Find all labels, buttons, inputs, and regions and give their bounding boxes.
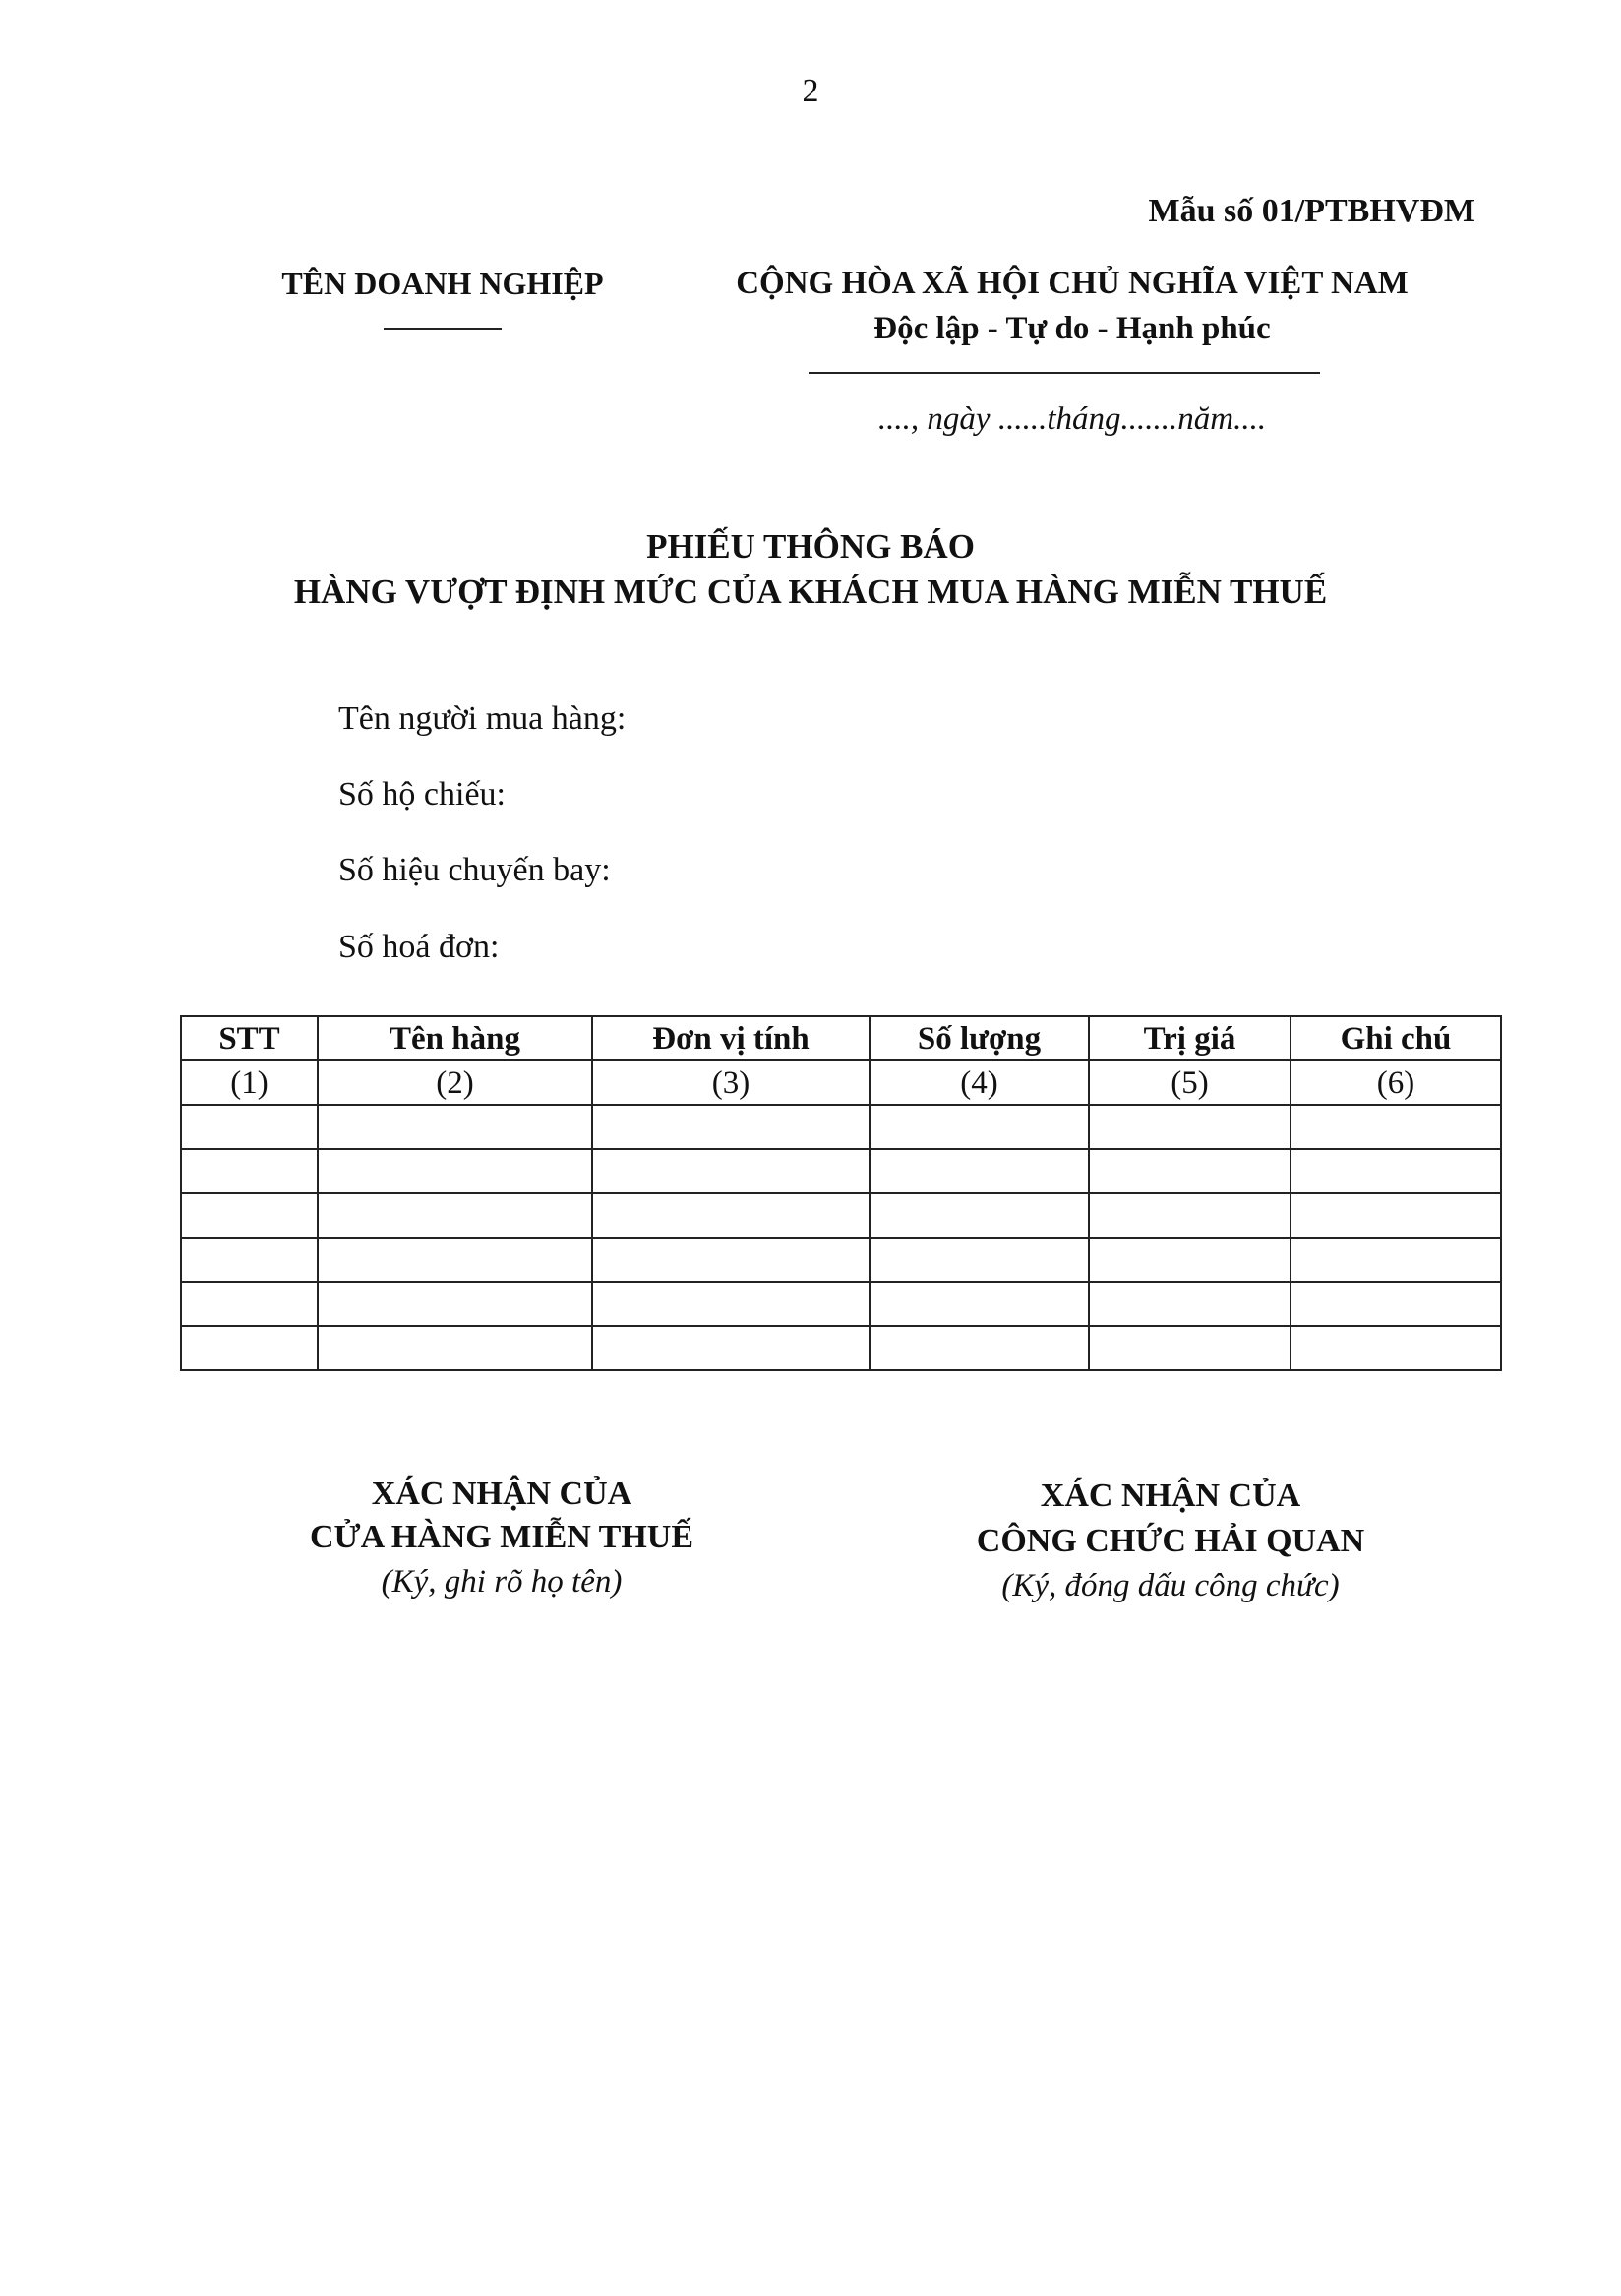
table-row xyxy=(181,1105,1501,1149)
column-header-stt: STT xyxy=(181,1016,318,1060)
column-header-quantity: Số lượng xyxy=(870,1016,1089,1060)
table-row xyxy=(181,1282,1501,1326)
table-row xyxy=(181,1149,1501,1193)
table-cell xyxy=(1089,1282,1291,1326)
table-cell xyxy=(318,1282,592,1326)
table-cell xyxy=(1291,1193,1501,1238)
table-cell xyxy=(592,1238,870,1282)
table-cell xyxy=(181,1105,318,1149)
column-header-notes: Ghi chú xyxy=(1291,1016,1501,1060)
table-cell xyxy=(1291,1149,1501,1193)
table-header-row xyxy=(181,1016,1501,1060)
field-passport-number: Số hộ chiếu: xyxy=(338,776,506,813)
company-name: TÊN DOANH NGHIỆP xyxy=(281,266,604,301)
table-cell xyxy=(181,1282,318,1326)
table-cell xyxy=(1291,1326,1501,1370)
table-cell xyxy=(592,1282,870,1326)
field-flight-number: Số hiệu chuyến bay: xyxy=(338,852,611,888)
page-number: 2 xyxy=(802,73,819,109)
table-cell xyxy=(1291,1282,1501,1326)
column-number: (2) xyxy=(318,1060,592,1105)
table-cell xyxy=(870,1282,1089,1326)
table-cell xyxy=(181,1193,318,1238)
field-invoice-number: Số hoá đơn: xyxy=(338,929,500,965)
table-row xyxy=(181,1326,1501,1370)
table-cell xyxy=(318,1326,592,1370)
column-number: (3) xyxy=(592,1060,870,1105)
table-cell xyxy=(1089,1238,1291,1282)
table-cell xyxy=(181,1149,318,1193)
table-cell xyxy=(870,1193,1089,1238)
column-number: (5) xyxy=(1089,1060,1291,1105)
date-line: ...., ngày ......tháng.......năm.... xyxy=(877,401,1267,437)
column-header-item-name: Tên hàng xyxy=(318,1016,592,1060)
column-number: (4) xyxy=(870,1060,1089,1105)
goods-table xyxy=(180,1015,1502,1371)
table-cell xyxy=(318,1149,592,1193)
column-number: (1) xyxy=(181,1060,318,1105)
table-cell xyxy=(592,1326,870,1370)
store-confirmation-subheading: CỬA HÀNG MIỄN THUẾ xyxy=(309,1519,694,1555)
table-column-number-row xyxy=(181,1060,1501,1105)
table-row xyxy=(181,1238,1501,1282)
customs-confirmation-subheading: CÔNG CHỨC HẢI QUAN xyxy=(976,1523,1365,1559)
national-motto: Độc lập - Tự do - Hạnh phúc xyxy=(873,311,1271,346)
table-cell xyxy=(870,1105,1089,1149)
table-cell xyxy=(592,1105,870,1149)
table-cell xyxy=(318,1238,592,1282)
table-cell xyxy=(870,1149,1089,1193)
motto-underline xyxy=(809,372,1320,374)
document-title: PHIẾU THÔNG BÁO xyxy=(646,527,975,566)
company-underline xyxy=(384,328,502,330)
column-number: (6) xyxy=(1291,1060,1501,1105)
form-code: Mẫu số 01/PTBHVĐM xyxy=(1148,193,1475,229)
table-cell xyxy=(181,1326,318,1370)
table-cell xyxy=(870,1326,1089,1370)
field-buyer-name: Tên người mua hàng: xyxy=(338,700,627,737)
table-cell xyxy=(318,1105,592,1149)
customs-confirmation-heading: XÁC NHẬN CỦA xyxy=(1040,1478,1301,1514)
table-cell xyxy=(1291,1238,1501,1282)
table-cell xyxy=(1089,1326,1291,1370)
column-header-value: Trị giá xyxy=(1089,1016,1291,1060)
table-cell xyxy=(1089,1149,1291,1193)
column-header-unit: Đơn vị tính xyxy=(592,1016,870,1060)
table-cell xyxy=(181,1238,318,1282)
table-cell xyxy=(870,1238,1089,1282)
table-cell xyxy=(1089,1193,1291,1238)
table-cell xyxy=(1291,1105,1501,1149)
table-cell xyxy=(592,1149,870,1193)
table-cell xyxy=(318,1193,592,1238)
table-cell xyxy=(592,1193,870,1238)
table-row xyxy=(181,1193,1501,1238)
store-confirmation-heading: XÁC NHẬN CỦA xyxy=(371,1476,632,1512)
customs-signature-note: (Ký, đóng dấu công chức) xyxy=(1001,1568,1340,1603)
document-subtitle: HÀNG VƯỢT ĐỊNH MỨC CỦA KHÁCH MUA HÀNG MIỄN THUẾ xyxy=(293,573,1328,611)
store-signature-note: (Ký, ghi rõ họ tên) xyxy=(381,1564,623,1600)
nation-heading: CỘNG HÒA XÃ HỘI CHỦ NGHĨA VIỆT NAM xyxy=(736,266,1409,301)
table-cell xyxy=(1089,1105,1291,1149)
